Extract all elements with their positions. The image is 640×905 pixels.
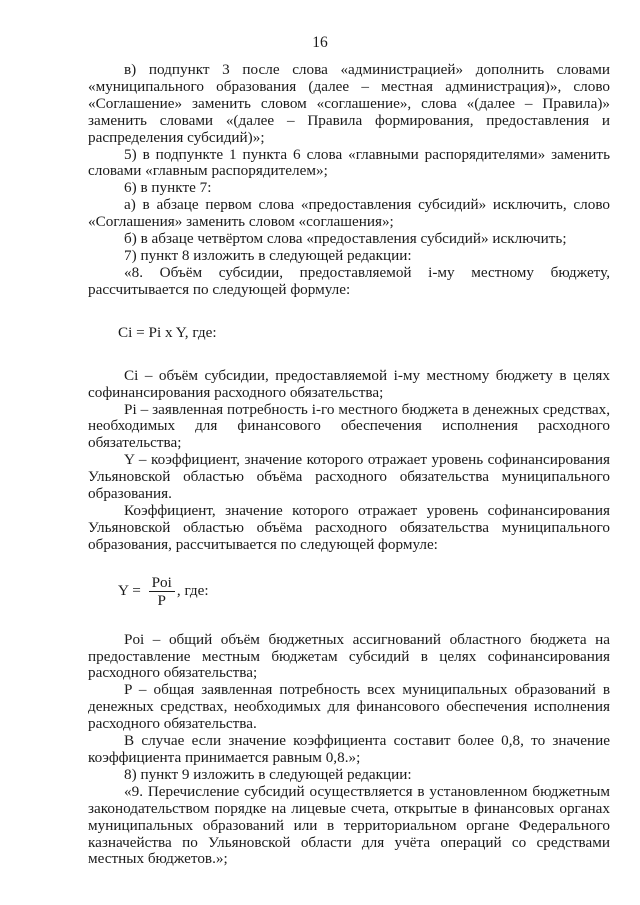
definition-poi: Poi – общий объём бюджетных ассигнований областного бюджета на предоставление местным бюджетам субсидий в целях софинансирования расходного обязательства; xyxy=(88,630,610,682)
amendment-subitem-b: б) в абзаце четвёртом слова «предоставления субсидий» исключить; xyxy=(124,230,567,248)
definition-y: Y – коэффициент, значение которого отражает уровень софинансирования Ульяновской областью объёма расходного обязательства муниципального образования. xyxy=(88,451,610,503)
definition-ci: Ci – объём субсидии, предоставляемой i-му местному бюджету в целях софинансирования расходного обязательства; xyxy=(88,366,610,401)
coefficient-cap: В случае если значение коэффициента составит более 0,8, то значение коэффициента принимается равным 0,8.»; xyxy=(88,732,610,766)
definition-pi: Pi – заявленная потребность i-го местного бюджета в денежных средствах, необходимых для финансового обеспечения исполнения расходного обязательства; xyxy=(88,400,610,452)
formula-coefficient xyxy=(118,572,610,612)
clause-8-intro: «8. Объём субсидии, предоставляемой i-му местному бюджету, рассчитывается по следующей формуле: xyxy=(88,263,610,298)
fraction-numerator: Poi xyxy=(149,574,175,592)
definition-p: P – общая заявленная потребность всех муниципальных образований в денежных средствах, необходимых для финансового обеспечения исполнения расходного обязательства. xyxy=(88,681,610,733)
amendment-item-6: 6) в пункте 7: xyxy=(124,179,212,197)
formula-subsidy: Ci = Pi x Y, где: xyxy=(118,323,217,341)
fraction-denominator: P xyxy=(157,592,166,610)
amendment-item-5: 5) в подпункте 1 пункта 6 слова «главными распорядителями» заменить словами «главным распорядителем»; xyxy=(88,145,610,180)
page-number: 16 xyxy=(312,34,328,51)
amendment-subitem-a: а) в абзаце первом слова «предоставления субсидий» исключить, слово «Соглашения» заменить словом «соглашения»; xyxy=(88,196,610,231)
clause-9-text: «9. Перечисление субсидий осуществляется в установленном бюджетным законодательством порядке на лицевые счета, открытые в финансовых органах муниципальных образований или в территориальном органе Федерального казначейства по Ульяновской области для учёта операций со средствами местных бюджетов.»; xyxy=(88,782,610,868)
amendment-item-8: 8) пункт 9 изложить в следующей редакции: xyxy=(124,765,412,783)
fraction xyxy=(149,574,175,609)
amendment-item-7: 7) пункт 8 изложить в следующей редакции: xyxy=(124,246,412,264)
formula-rhs: , где: xyxy=(176,582,209,600)
formula-lhs: Y = xyxy=(118,582,145,600)
amendment-subitem-v: в) подпункт 3 после слова «администрацией» дополнить словами «муниципального образования (далее – местная администрация)», слово «Соглашение» заменить словом «соглашение», слова «(далее – Правила)» заменить словами «(далее – Правила формирования, предоставления и распределения субсидий)»; xyxy=(88,61,610,146)
coefficient-intro: Коэффициент, значение которого отражает уровень софинансирования Ульяновской областью объёма расходного обязательства муниципального образования, рассчитывается по следующей формуле: xyxy=(88,501,610,553)
document-body xyxy=(88,62,610,868)
